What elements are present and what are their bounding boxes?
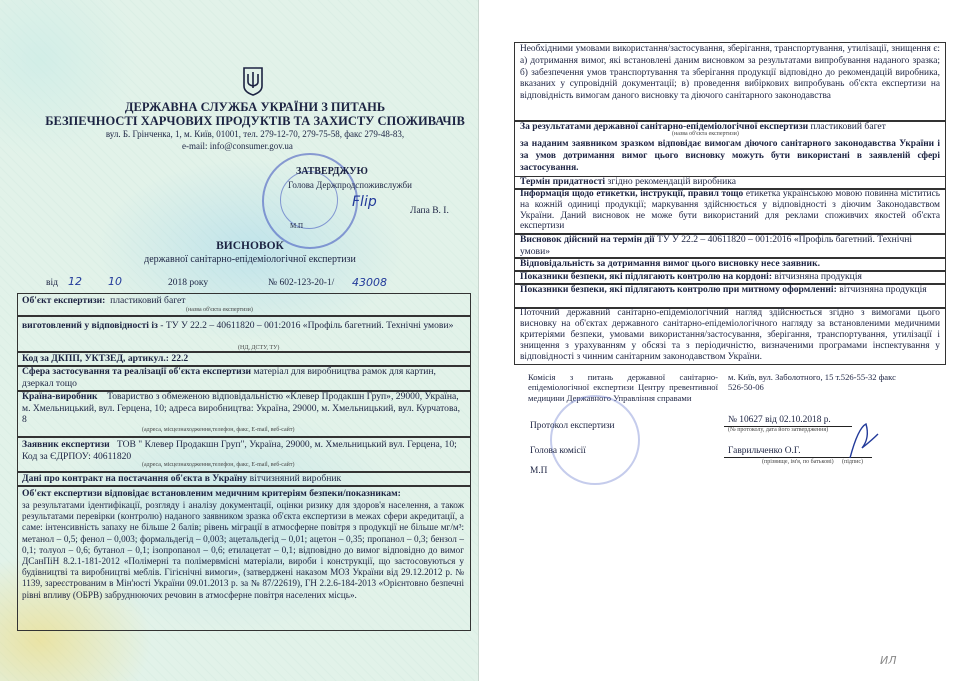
chair-label: Голова комісії bbox=[530, 446, 586, 456]
conclusion-number: № 602-123-20-1/ bbox=[268, 278, 335, 288]
applicant-caption: (адреса, місцезнаходження,телефон, факс, E-mail, веб-сайт) bbox=[142, 462, 295, 468]
customs-label: Показники безпеки, які підлягають контролю при митному оформленні: bbox=[520, 284, 837, 295]
contract-line bbox=[22, 473, 341, 485]
customs-line bbox=[520, 284, 940, 296]
conform-header: Об'єкт експертизи відповідає встановленим медичним критеріям безпеки/показникам: bbox=[22, 488, 401, 499]
made-caption: (НД, ДСТУ, ТУ) bbox=[238, 345, 280, 351]
object-caption: (назва об'єкта експертизи) bbox=[186, 307, 253, 313]
border-label: Показники безпеки, які підлягають контролю на кордоні: bbox=[520, 271, 773, 282]
scope-label: Сфера застосування та реалізації об'єкта експертизи bbox=[22, 366, 252, 377]
made-label: виготовлений у відповідності із bbox=[22, 320, 158, 331]
results-caption: (назва об'єкта експертизи) bbox=[672, 131, 739, 137]
approver-name: Лапа В. І. bbox=[410, 206, 449, 216]
date-year: 2018 року bbox=[168, 278, 209, 288]
chair-name: Гаврильченко О.Г. bbox=[728, 446, 801, 456]
object-value: пластиковий багет bbox=[110, 295, 186, 306]
object-line bbox=[22, 295, 185, 307]
results-body: за наданим заявником зразком відповідає вимогам діючого санітарного законодавства України і за умов дотримання вимог цього висновку можуть бути використані в заявленій сфері застосування. bbox=[520, 139, 940, 173]
country-caption: (адреса, місцезнаходження,телефон, факс, E-mail, веб-сайт) bbox=[142, 427, 295, 433]
scope-line bbox=[22, 366, 462, 389]
country-value: Товариство з обмеженою відповідальністю «Клевер Продакшн Груп», 29000, Україна, м. Хмельницький, вул. Герцена, 10; адреса виробництва: Україна, 29000, м. Хмельницький, вул. Курчатова, 8 bbox=[22, 391, 461, 426]
made-line bbox=[22, 320, 462, 332]
protocol-label: Протокол експертизи bbox=[530, 421, 615, 431]
approver-signature: Flip bbox=[352, 194, 377, 210]
protocol-caption: (№ протоколу, дата його затвердження) bbox=[728, 427, 829, 433]
conform-body: за результатами ідентифікації, розгляду і аналізу документації, оцінки ризику для здоров'я населення, а також результатами перевірки (контролю) наданого заявником зразка об'єкта експертизи в межах сфери акредитації, а саме: інтенсивність запаху не більше 2 балів; рівень міграції в атмосферне повітря з продукції не більше мг/м³: метанол – 0,5; фенол – 0,003; формальдегід – 0,003; ацетальдегід – 0,01; ацетон – 0,35; пропанол – 0,3; бензол – 0,1; толуол – 0,6; бутанол – 0,1; ізопропанол – 0,6; етилацетат – 0,1; відповідно до вимог відповідно до вимог ДСанПіН 8.2.1-181-2012 «Полімерні та полімервмісні матеріали, вироби і конструкції, що застосовуються у будівництві та виробництві меблів. Гігієнічні вимоги», (затверджені наказом МОЗ України від 29.12.2012 р. № 1139, зареєстрованим в Мін'юсті України 09.01.2013 р. за № 87/22619), ГН 2.2.6-184-2013 «Орієнтовно безпечні рівні впливу (ОБРВ) забруднюючих речовин в атмосферне повітря населених місць». bbox=[22, 500, 464, 600]
chair-signature bbox=[844, 418, 884, 464]
corner-mark: ИЛ bbox=[880, 654, 897, 667]
document-title: ВИСНОВОК bbox=[216, 240, 284, 252]
border-value: вітчизняна продукція bbox=[774, 271, 862, 282]
border-line bbox=[520, 271, 862, 283]
seal-mp: М.П bbox=[290, 222, 304, 230]
date-prefix: від bbox=[46, 278, 58, 288]
conditions-text: Необхідними умовами використання/застосування, зберігання, транспортування, утилізації, знищення є: а) дотримання вимог, які встановлені даним висновком за результатами випробування наданого зразка; б) забезпечення умов транспортування та зберігання продукції відповідно до рекомендацій виробника, вказаних у супровідній документації; в) проведення вибіркових випробувань об'єкта експертизи на відповідність вимогам даного висновку та діючого санітарного законодавства bbox=[520, 44, 940, 102]
commission-stamp bbox=[550, 395, 640, 485]
approver-role: Голова Держпродспоживслужби bbox=[288, 180, 412, 190]
info-line bbox=[520, 189, 940, 232]
left-document-page bbox=[0, 0, 479, 681]
contract-label: Дані про контракт на постачання об'єкта в Україну bbox=[22, 473, 248, 484]
applicant-value: ТОВ " Клевер Продакшн Груп", Україна, 29000, м. Хмельницький вул. Герцена, 10; Код за ЄДРПОУ: 40611820 bbox=[22, 439, 457, 462]
info-label: Інформація щодо етикетки, інструкції, правил тощо bbox=[520, 189, 744, 199]
header-line-2: БЕЗПЕЧНОСТІ ХАРЧОВИХ ПРОДУКТІВ ТА ЗАХИСТУ СПОЖИВАЧІВ bbox=[45, 114, 465, 128]
valid-value: ТУ У 22.2 – 40611820 – 001:2016 «Профіль багетний. Технічні умови» bbox=[520, 234, 913, 257]
contract-value: вітчизняний виробник bbox=[249, 473, 342, 484]
scope-value: матеріал для виробництва рамок для картин, дзеркал тощо bbox=[22, 366, 436, 389]
country-line bbox=[22, 391, 462, 426]
header-line-1: ДЕРЖАВНА СЛУЖБА УКРАЇНИ З ПИТАНЬ bbox=[124, 100, 386, 114]
responsibility: Відповідальність за дотримання вимог цього висновку несе заявник. bbox=[520, 258, 820, 269]
object-label: Об'єкт експертизи: bbox=[22, 295, 106, 306]
protocol-value: № 10627 від 02.10.2018 р. bbox=[728, 415, 831, 425]
trident-emblem-icon bbox=[242, 66, 264, 96]
term-line bbox=[520, 176, 736, 188]
valid-line bbox=[520, 234, 940, 257]
results-label: За результатами державної санітарно-епідеміологічної експертизи bbox=[520, 121, 809, 132]
term-value: згідно рекомендацій виробника bbox=[607, 176, 737, 187]
commission-name: Комісія з питань державної санітарно-епідеміологічної експертизи Центру превентивної медицини Державного Управління справами bbox=[528, 372, 718, 403]
date-day: 12 bbox=[68, 275, 82, 288]
made-value: - ТУ У 22.2 – 40611820 – 001:2016 «Профіль багетний. Технічні умови» bbox=[160, 320, 454, 331]
country-label: Країна-виробник bbox=[22, 391, 98, 402]
sign-caption: (підпис) bbox=[842, 459, 864, 465]
results-value: пластиковий багет bbox=[810, 121, 886, 132]
approve-title: ЗАТВЕРДЖУЮ bbox=[296, 166, 368, 177]
applicant-line bbox=[22, 439, 462, 462]
chair-caption: (прізвище, ім'я, по батькові) bbox=[762, 459, 834, 465]
document-subtitle: державної санітарно-епідеміологічної експертизи bbox=[144, 254, 356, 265]
date-month: 10 bbox=[108, 275, 122, 288]
applicant-label: Заявник експертизи bbox=[22, 439, 110, 450]
commission-address: м. Київ, вул. Заболотного, 15 т.526-55-32 факс 526-50-06 bbox=[728, 372, 896, 393]
customs-value: вітчизняна продукція bbox=[839, 284, 927, 295]
product-code: Код за ДКПП, УКТЗЕД, артикул.: 22.2 bbox=[22, 353, 189, 364]
header-email: e-mail: info@consumer.gov.ua bbox=[182, 141, 293, 151]
conclusion-number-hand: 43008 bbox=[352, 276, 387, 289]
info-body: етикетка українською мовою повинна міститись на кожній одиниці продукції; маркування здійснюється у відповідності з діючим Законодавством України. Даний висновок не може бути використаний для реклами споживчих якостей об'єкта експертизи bbox=[520, 189, 941, 232]
valid-label: Висновок дійсний на термін дії bbox=[520, 234, 655, 245]
term-label: Термін придатності bbox=[520, 176, 606, 187]
right-document-page bbox=[492, 0, 960, 681]
seal-mp-right: М.П bbox=[530, 466, 548, 476]
header-address: вул. Б. Грінченка, 1, м. Київ, 01001, тел. 279-12-70, 279-75-58, факс 279-48-83, bbox=[105, 129, 405, 139]
supervision-text: Поточний державний санітарно-епідеміологічний нагляд здійснюється згідно з вимогами цього висновку на об'єктах державного санітарно-епідеміологічного нагляду за встановленими медичними критеріями безпеки, умовами використання/застосування, зберігання, транспортування, утилізації і знищення з урахуванням у обсязі та з періодичністю, визначеними програмами інспектування у відповідності з чинним санітарним законодавством України. bbox=[520, 308, 940, 362]
